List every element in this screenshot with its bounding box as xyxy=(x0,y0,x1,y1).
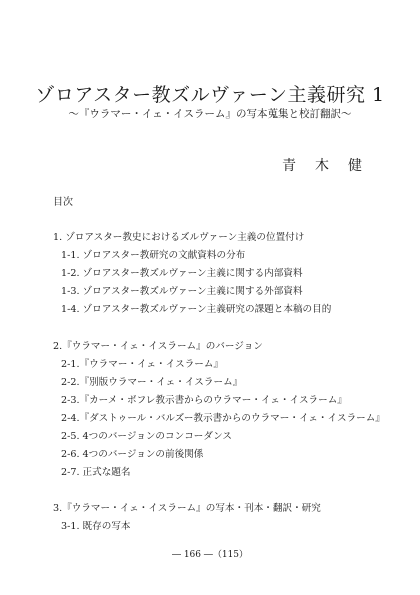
paper-title: ゾロアスター教ズルヴァーン主義研究 1 xyxy=(35,84,385,106)
toc-section-2-title: 2.『ウラマー・イェ・イスラーム』のバージョン xyxy=(53,341,263,352)
author-char: 青 xyxy=(282,158,296,174)
toc-entry-1-2: 1-2. ゾロアスター教ズルヴァーン主義に関する内部資料 xyxy=(61,268,303,279)
toc-entry-2-1: 2-1.『ウラマー・イェ・イスラーム』 xyxy=(61,359,224,370)
toc-heading: 目次 xyxy=(53,197,73,208)
toc-entry-3-1: 3-1. 既存の写本 xyxy=(61,521,131,532)
toc-section-1-title: 1. ゾロアスター教史におけるズルヴァーン主義の位置付け xyxy=(53,232,305,243)
toc-section-3-title: 3.『ウラマー・イェ・イスラーム』の写本・刊本・翻訳・研究 xyxy=(53,503,321,514)
toc-entry-1-3: 1-3. ゾロアスター教ズルヴァーン主義に関する外部資料 xyxy=(61,286,303,297)
toc-entry-2-7: 2-7. 正式な題名 xyxy=(61,467,131,478)
toc-entry-2-4: 2-4.『ダストゥール・バルズー教示書からのウラマー・イェ・イスラーム』 xyxy=(61,413,385,424)
page-number: ― 166 ―（115） xyxy=(171,550,249,560)
toc-entry-2-2: 2-2.『別版ウラマー・イェ・イスラーム』 xyxy=(61,377,243,388)
toc-entry-2-6: 2-6. 4つのバージョンの前後関係 xyxy=(61,449,204,460)
toc-entry-2-3: 2-3.『カーメ・ボフレ教示書からのウラマー・イェ・イスラーム』 xyxy=(61,395,347,406)
toc-entry-2-5: 2-5. 4つのバージョンのコンコーダンス xyxy=(61,431,232,442)
paper-subtitle: ～『ウラマー・イェ・イスラーム』の写本蒐集と校訂翻訳～ xyxy=(68,108,352,120)
author-name xyxy=(282,155,362,175)
author-char: 健 xyxy=(348,158,362,174)
toc-entry-1-1: 1-1. ゾロアスター教研究の文献資料の分布 xyxy=(61,250,246,261)
author-char: 木 xyxy=(315,158,329,174)
toc-entry-1-4: 1-4. ゾロアスター教ズルヴァーン主義研究の課題と本稿の目的 xyxy=(61,304,332,315)
